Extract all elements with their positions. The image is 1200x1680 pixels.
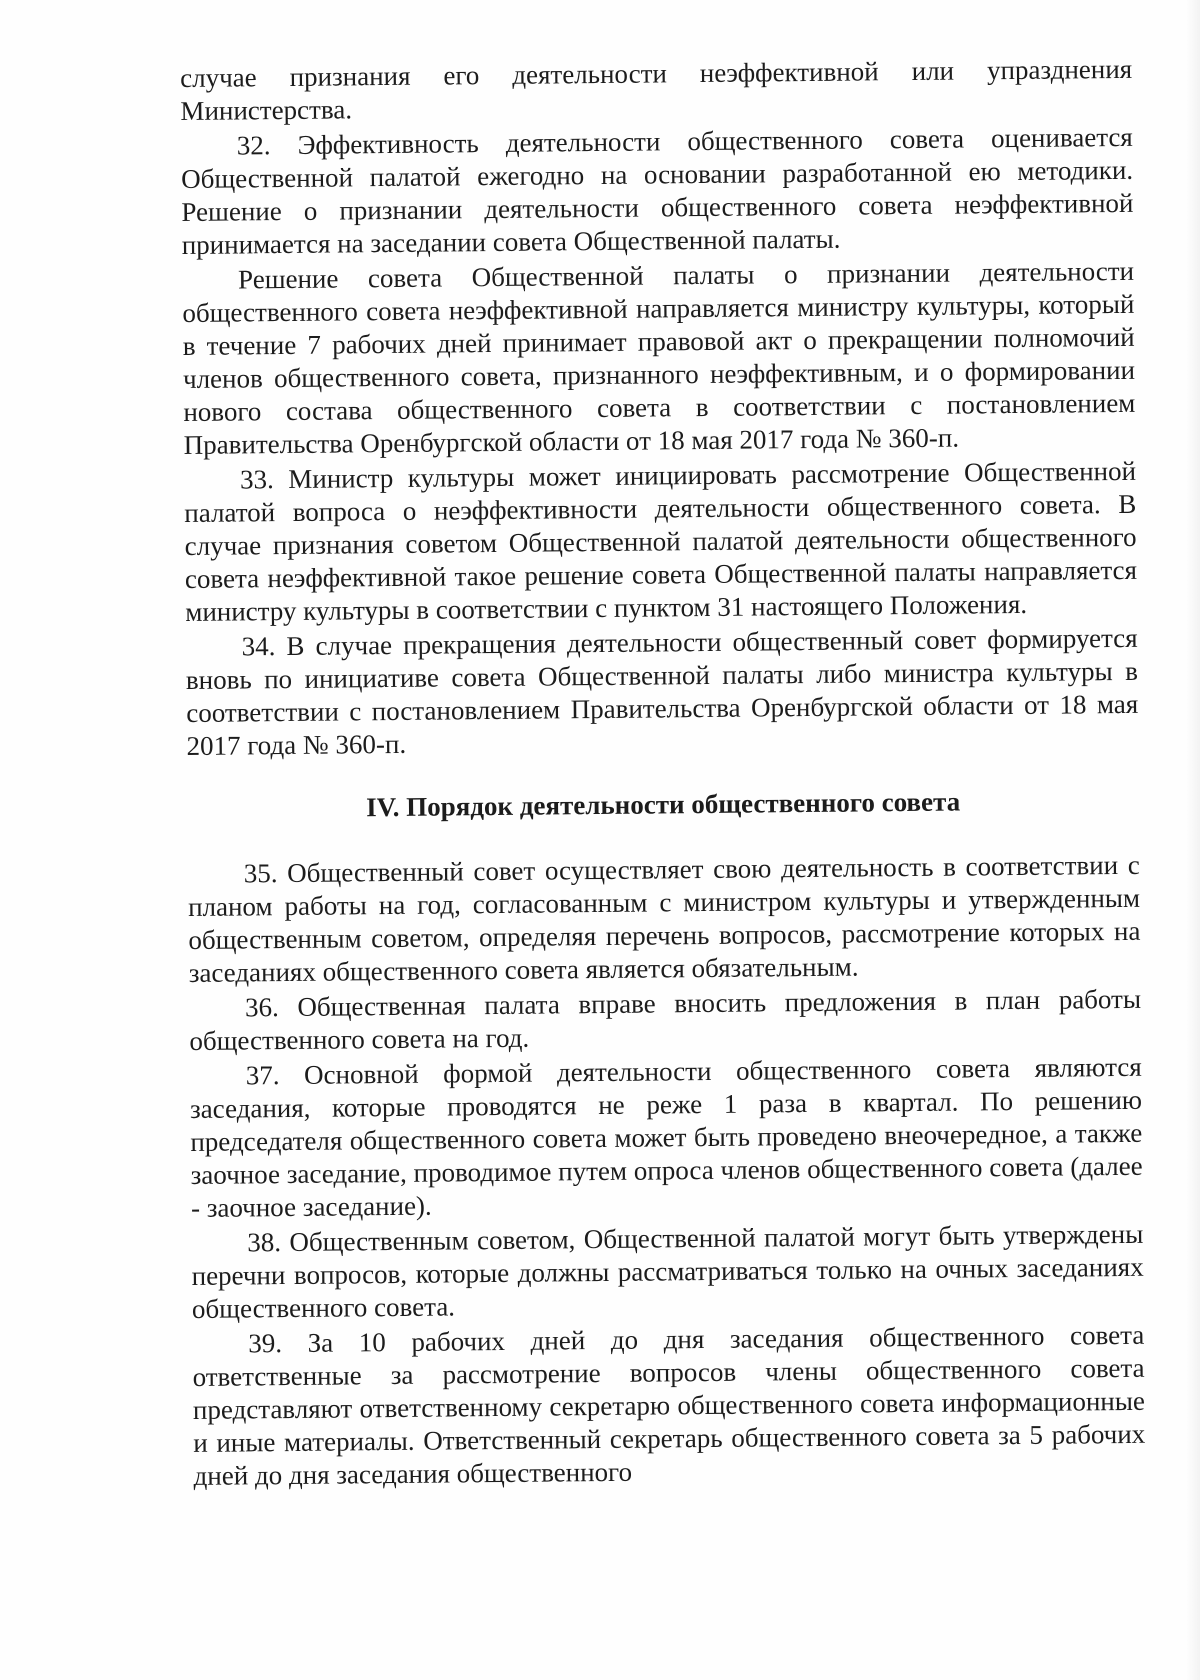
paragraph-33: 33. Министр культуры может инициировать рассмотрение Общественной палатой вопроса о неэффективности деятельности общественного совета. В случае признания советом Общественной палатой деятельности общественного совета неэффективной такое решение совета Общественной палаты направляется министру культуры в соответствии с пунктом 31 настоящего Положения. xyxy=(184,455,1138,627)
scan-edge-shadow xyxy=(1186,0,1200,1680)
paragraph-39: 39. За 10 рабочих дней до дня заседания общественного совета ответственные за рассмотрение вопросов члены общественного совета представляют ответственному секретарю общественного совета информационные и иные материалы. Ответственный секретарь общественного совета за 5 рабочих дней до дня заседания общественного xyxy=(192,1319,1146,1491)
paragraph-38: 38. Общественным советом, Общественной палатой могут быть утверждены перечни вопросов, которые должны рассматриваться только на очных заседаниях общественного совета. xyxy=(191,1218,1144,1324)
section-heading: IV. Порядок деятельности общественного совета xyxy=(366,786,961,823)
paragraph-32-decision: Решение совета Общественной палаты о признании деятельности общественного совета неэффективной направляется министру культуры, который в течение 7 рабочих дней принимает правовой акт о прекращении полномочий членов общественного совета, признанного неэффективным, и о формировании нового состава общественного совета в соответствии с постановлением Правительства Оренбургской области от 18 мая 2017 года № 360-п. xyxy=(182,255,1136,460)
paragraph-36: 36. Общественная палата вправе вносить предложения в план работы общественного совета на год. xyxy=(189,983,1142,1056)
paragraph-37: 37. Основной формой деятельности общественного совета являются заседания, которые проводятся не реже 1 раза в квартал. По решению председателя общественного совета может быть проведено внеочередное, а также заочное заседание, проводимое путем опроса членов общественного совета (далее - заочное заседание). xyxy=(189,1051,1143,1223)
paragraph-35: 35. Общественный совет осуществляет свою деятельность в соответствии с планом работы на год, согласованным с министром культуры и утвержденным общественным советом, определяя перечень вопросов, рассмотрение которых на заседаниях общественного совета является обязательным. xyxy=(187,849,1141,988)
paragraph-continuation: случае признания его деятельности неэффективной или упразднения Министерства. xyxy=(180,53,1133,126)
paragraph-32: 32. Эффективность деятельности общественного совета оценивается Общественной палатой ежегодно на основании разработанной ею методики. Решение о признании деятельности общественного совета неэффективной принимается на заседании совета Общественной палаты. xyxy=(180,121,1134,260)
document-body xyxy=(180,53,1146,1493)
paragraph-34: 34. В случае прекращения деятельности общественный совет формируется вновь по инициативе совета Общественной палаты либо министра культуры в соответствии с постановлением Правительства Оренбургской области от 18 мая 2017 года № 360-п. xyxy=(185,622,1139,761)
